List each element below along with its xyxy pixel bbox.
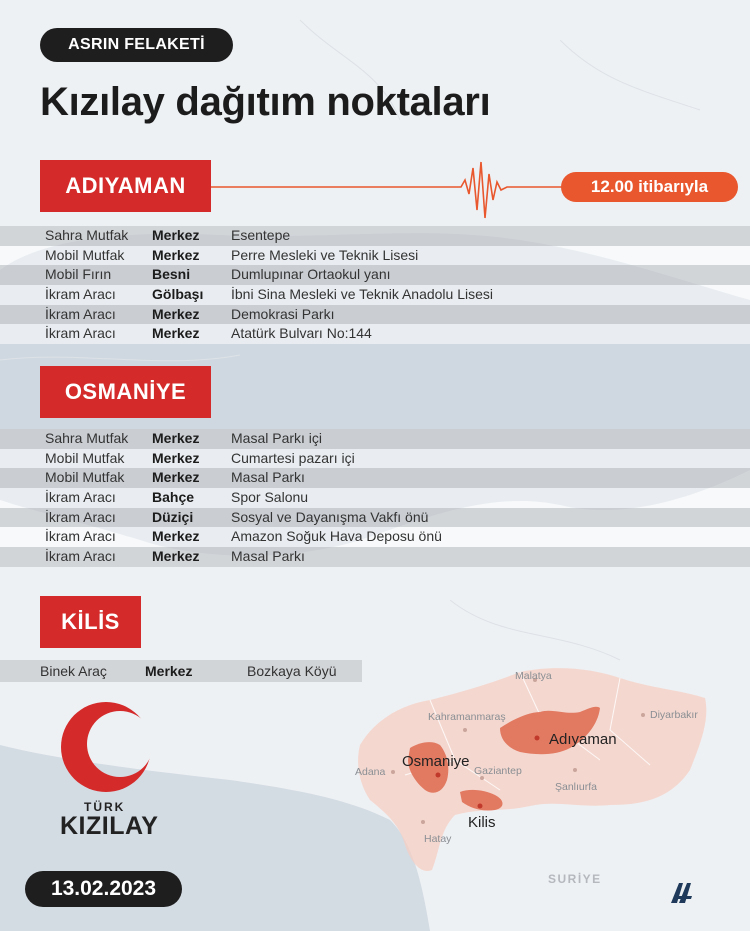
logo-text-turk: TÜRK [84, 800, 126, 814]
list-item: İkram Aracı Merkez Atatürk Bulvarı No:144 [0, 324, 750, 344]
logo-text-kizilay: KIZILAY [60, 812, 159, 840]
osmaniye-list [0, 429, 750, 567]
map-label-malatya: Malatya [515, 670, 552, 682]
time-badge: 12.00 itibarıyla [561, 172, 738, 202]
list-item: İkram Aracı Düziçi Sosyal ve Dayanışma Vakfı önü [0, 508, 750, 528]
adiyaman-list [0, 226, 750, 344]
list-item: İkram Aracı Bahçe Spor Salonu [0, 488, 750, 508]
list-item: İkram Aracı Merkez Masal Parkı [0, 547, 750, 567]
map-label-hatay: Hatay [424, 833, 452, 845]
page-title: Kızılay dağıtım noktaları [40, 80, 491, 124]
list-item: Mobil Fırın Besni Dumlupınar Ortaokul yanı [0, 265, 750, 285]
map-label-sanliurfa: Şanlıurfa [555, 781, 598, 793]
list-item: Sahra Mutfak Merkez Masal Parkı içi [0, 429, 750, 449]
list-item: Mobil Mutfak Merkez Masal Parkı [0, 468, 750, 488]
map-label-kahramanmaras: Kahramanmaraş [428, 711, 506, 723]
region-header-adiyaman: ADIYAMAN [40, 160, 211, 212]
list-item: İkram Aracı Merkez Amazon Soğuk Hava Deposu önü [0, 527, 750, 547]
list-item: İkram Aracı Merkez Demokrasi Parkı [0, 305, 750, 325]
map-label-suriye: SURİYE [548, 872, 602, 886]
map-label-adana: Adana [355, 766, 386, 778]
list-item: Sahra Mutfak Merkez Esentepe [0, 226, 750, 246]
map-label-gaziantep: Gaziantep [474, 765, 522, 777]
seismograph-line [211, 160, 571, 222]
list-item: Mobil Mutfak Merkez Cumartesi pazarı içi [0, 449, 750, 469]
map-label-adiyaman: Adıyaman [549, 731, 617, 748]
category-badge: ASRIN FELAKETİ [40, 28, 233, 62]
list-item: Binek Araç Merkez Bozkaya Köyü [0, 660, 362, 682]
date-badge: 13.02.2023 [25, 871, 182, 907]
aa-logo-icon [670, 882, 696, 904]
crescent-icon [58, 700, 158, 794]
region-header-kilis: KİLİS [40, 596, 141, 648]
map-label-osmaniye: Osmaniye [402, 753, 470, 770]
map-label-diyarbakir: Diyarbakır [650, 709, 698, 721]
map-label-kilis: Kilis [468, 814, 496, 831]
region-header-osmaniye: OSMANİYE [40, 366, 211, 418]
list-item: İkram Aracı Gölbaşı İbni Sina Mesleki ve Teknik Anadolu Lisesi [0, 285, 750, 305]
list-item: Mobil Mutfak Merkez Perre Mesleki ve Teknik Lisesi [0, 246, 750, 266]
